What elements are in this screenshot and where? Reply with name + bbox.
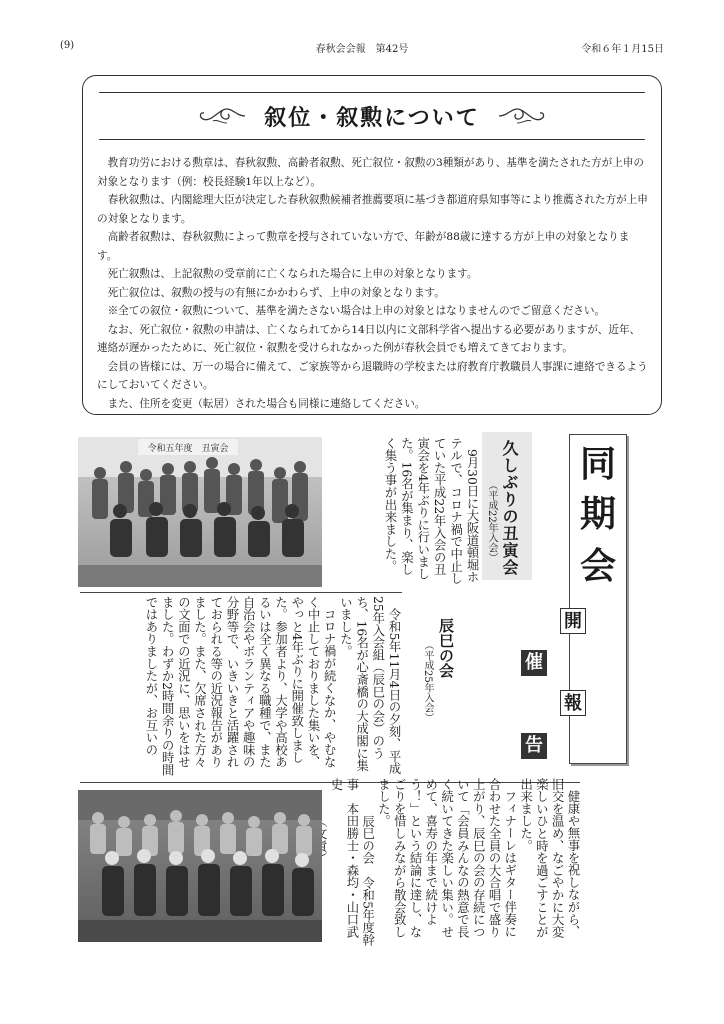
article-signature: 辰巳の会 令和5年度幹事 本田勝士・森均・山口武史 bbox=[329, 778, 375, 946]
feature-char: 期 bbox=[579, 493, 616, 535]
notice-paragraph: 春秋叙勲は、内閣総理大臣が決定した春秋叙勲候補者推薦要項に基づき都道府県知事等により推薦された方が上申の対象となります。 bbox=[97, 194, 648, 225]
ornament-right-icon bbox=[497, 105, 547, 127]
photo-sign-text: 令和五年度 丑寅会 bbox=[147, 444, 229, 454]
notice-paragraph: また、住所を変更（転居）された場合も同様に連絡してください。 bbox=[107, 397, 426, 410]
notice-paragraph: ※全ての叙位・叙勲について、基準を満たさない場合は上申の対象とはなりませんのでご留意ください。 bbox=[107, 305, 606, 317]
ushitora-group-photo bbox=[78, 437, 322, 587]
tatsumi-article-body-upper bbox=[80, 596, 402, 780]
issue-date: 令和６年１月15日 bbox=[581, 44, 664, 55]
divider bbox=[80, 592, 402, 593]
tatsumi-group-photo bbox=[78, 790, 322, 942]
page-number: (9) bbox=[60, 40, 75, 51]
feature-char: 同 bbox=[579, 443, 616, 485]
article-paragraph: コロナ禍が続くなか、やむなく中止しておりました集いを、やっと4年ぶりに開催致しました。参加者より、大学や高校あるいは全く異なる職種で、また自治会やボランティアや趣味の分野等で、いきいきと活躍されておられる等の近況報告がありました。また、欠席された方々の文面での近況に、思いをはせました。わずか2時間余りの時間ではありましたが、お互いの bbox=[143, 596, 337, 777]
notice-box bbox=[82, 75, 662, 415]
tatsumi-subtitle: （平成25年入会） bbox=[422, 640, 433, 723]
report-char: 報 bbox=[560, 690, 586, 716]
newsletter-title: 春秋会会報 第42号 bbox=[315, 44, 409, 55]
article-paragraph: 健康や無事を祝しながら、旧交を温め、なごやかに大変楽しいひと時を過ごすことが出来ました。 bbox=[518, 778, 580, 938]
ushitora-title: 久しぶりの丑寅会 bbox=[500, 440, 519, 576]
notice-title: 叙位・叙勲について bbox=[264, 105, 480, 131]
notice-paragraph: 会員の皆様には、万一の場合に備えて、ご家族等から退職時の学校または府教育庁教職員人事課に連絡できるようにしておいてください。 bbox=[97, 360, 648, 391]
notice-banner bbox=[99, 92, 645, 140]
notice-paragraph: なお、死亡叙位・叙勲の申請は、亡くなられてから14日以内に文部科学省へ提出する必要がありますが、近年、連絡が遅かったために、死亡叙位・叙勲を受けられなかった例が春秋会員でも増えてきております。 bbox=[97, 323, 641, 354]
ushitora-article-body bbox=[330, 437, 480, 587]
ushitora-subtitle: （平成22年入会） bbox=[486, 480, 497, 563]
notice-paragraph: 高齢者叙勲は、春秋叙勲によって勲章を授与されていない方で、年齢が88歳に達する方が上申の対象となります。 bbox=[97, 231, 630, 262]
article-paragraph: フィナーレはギター伴奏に合わせた全員の大合唱で盛り上がり、辰巳の会の存続について「会員みんなの熱意で長く続いてきた楽しい集い。せめて、喜寿の年まで続けよう！」という結論に達し、なごりを惜しみながら散会致しました。 bbox=[376, 778, 517, 938]
article-paragraph: 9月30日に大阪道頓堀ホテルで、コロナ禍で中止していた平成22年入会の丑寅会を4年ぶりに行いました。16名が集まり、楽しく集う事が出来ました。 bbox=[382, 437, 479, 585]
notice-paragraph: 死亡叙勲は、上記叙勲の受章前に亡くなられた場合に上申の対象となります。 bbox=[107, 268, 478, 280]
feature-char: 会 bbox=[579, 545, 616, 587]
tatsumi-title: 辰巳の会 bbox=[437, 618, 455, 678]
notice-body bbox=[97, 154, 649, 413]
report-char: 催 bbox=[521, 650, 547, 676]
notice-paragraph: 死亡叙位は、叙勲の授与の有無にかかわらず、上申の対象となります。 bbox=[107, 286, 445, 299]
tatsumi-article-body-lower bbox=[330, 778, 580, 948]
notice-paragraph: 教育功労における勲章は、春秋叙勲、高齢者叙勲、死亡叙位・叙勲の3種類があり、基準を満たされた方が上申の対象となります（例：校長経験1年以上など）。 bbox=[97, 157, 645, 188]
report-char: 開 bbox=[560, 608, 586, 634]
report-char: 告 bbox=[521, 733, 547, 759]
article-paragraph: 令和5年11月4日の夕刻、平成25年入会組（辰巳の会）のうち、16名が心斎橋の大成閣に集いました。 bbox=[338, 596, 401, 775]
